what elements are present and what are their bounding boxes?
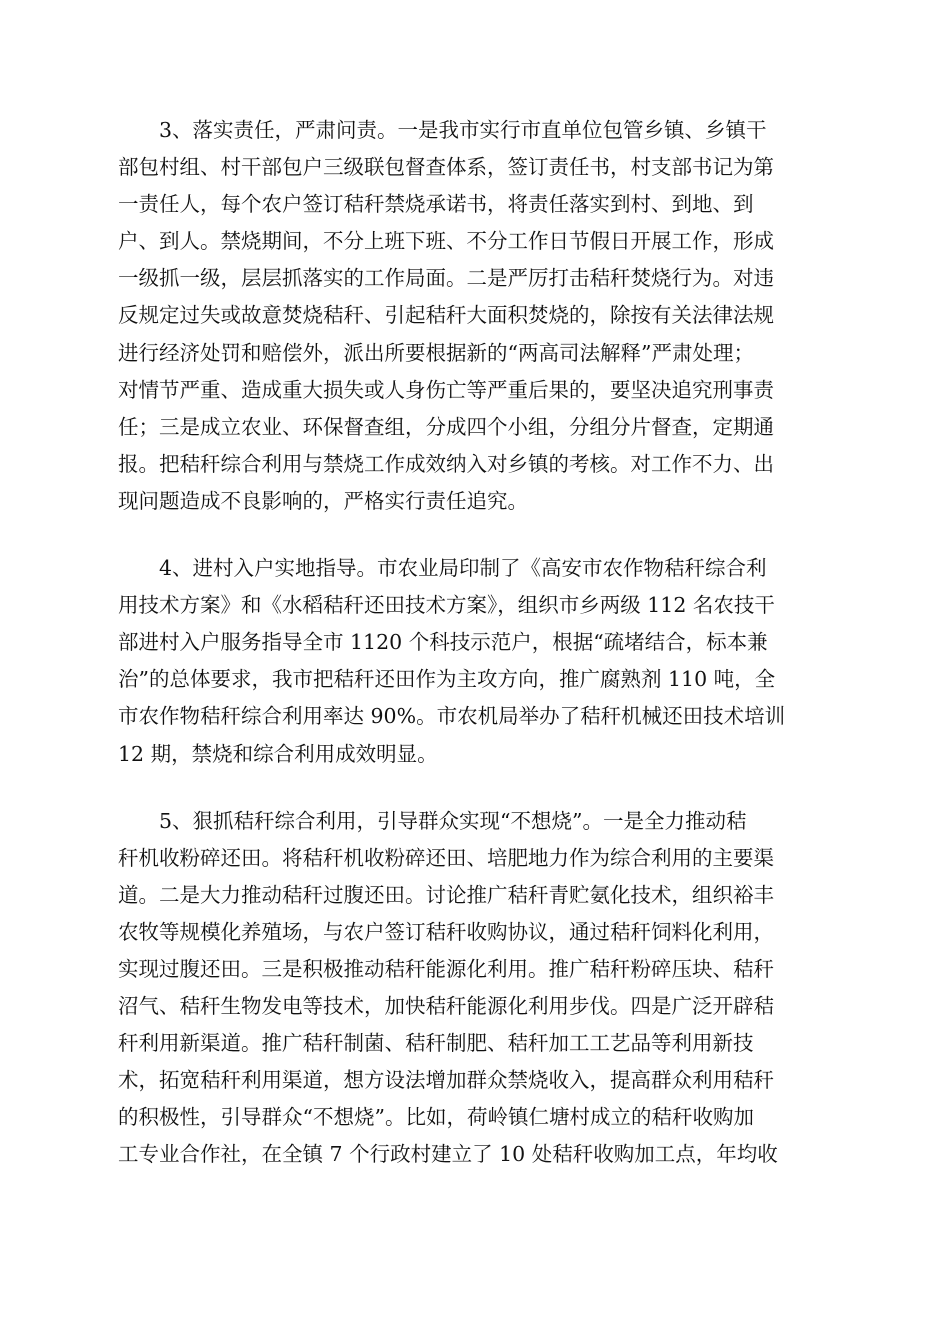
text-line: 实现过腹还田。三是积极推动秸秆能源化利用。推广秸秆粉碎压块、秸秆 [118, 956, 774, 981]
text-line: 12 期，禁烧和综合利用成效明显。 [118, 741, 438, 766]
text-line: 5、狠抓秸秆综合利用，引导群众实现“不想烧”。一是全力推动秸 [159, 808, 747, 833]
text-line: 市农作物秸秆综合利用率达 90%。市农机局举办了秸秆机械还田技术培训 [118, 704, 786, 729]
text-line: 3、落实责任，严肃问责。一是我市实行市直单位包管乡镇、乡镇干 [159, 118, 767, 142]
text-line: 一级抓一级，层层抓落实的工作局面。二是严厉打击秸秆焚烧行为。对违 [118, 266, 774, 291]
text-line: 一责任人，每个农户签订秸秆禁烧承诺书，将责任落实到村、到地、到 [118, 192, 754, 217]
text-line: 术，拓宽秸秆利用渠道，想方设法增加群众禁烧收入，提高群众利用秸秆 [118, 1068, 774, 1093]
text-line: 部包村组、村干部包户三级联包督查体系，签订责任书，村支部书记为第 [118, 155, 774, 180]
text-line: 道。二是大力推动秸秆过腹还田。讨论推广秸秆青贮氨化技术，组织裕丰 [118, 882, 774, 907]
text-line: 沼气、秸秆生物发电等技术，加快秸秆能源化利用步伐。四是广泛开辟秸 [118, 994, 774, 1019]
text-line: 秆机收粉碎还田。将秸秆机收粉碎还田、培肥地力作为综合利用的主要渠 [118, 845, 774, 870]
text-line: 进行经济处罚和赔偿外，派出所要根据新的“两高司法解释”严肃处理； [118, 340, 754, 365]
text-line: 农牧等规模化养殖场，与农户签订秸秆收购协议，通过秸秆饲料化利用， [118, 919, 774, 944]
text-line: 用技术方案》和《水稻秸秆还田技术方案》，组织市乡两级 112 名农技干 [118, 593, 775, 618]
text-line: 工专业合作社，在全镇 7 个行政村建立了 10 处秸秆收购加工点，年均收 [118, 1142, 778, 1167]
text-line: 报。把秸秆综合利用与禁烧工作成效纳入对乡镇的考核。对工作不力、出 [118, 451, 774, 476]
text-line: 的积极性，引导群众“不想烧”。比如，荷岭镇仁塘村成立的秸秆收购加 [118, 1105, 754, 1130]
text-line: 4、进村入户实地指导。市农业局印制了《高安市农作物秸秆综合利 [159, 556, 767, 581]
text-line: 反规定过失或故意焚烧秸秆、引起秸秆大面积焚烧的，除按有关法律法规 [118, 303, 774, 328]
paragraph-field-guidance [118, 550, 834, 773]
document-body [118, 112, 834, 1204]
text-line: 现问题造成不良影响的，严格实行责任追究。 [118, 488, 528, 513]
paragraph-straw-utilization [118, 803, 834, 1174]
text-line: 任；三是成立农业、环保督查组，分成四个小组，分组分片督查，定期通 [118, 414, 774, 439]
text-line: 秆利用新渠道。推广秸秆制菌、秸秆制肥、秸秆加工工艺品等利用新技 [118, 1031, 754, 1056]
text-line: 部进村入户服务指导全市 1120 个科技示范户，根据“疏堵结合，标本兼 [118, 630, 768, 655]
text-line: 治”的总体要求，我市把秸秆还田作为主攻方向，推广腐熟剂 110 吨，全 [118, 667, 776, 692]
text-line: 对情节严重、造成重大损失或人身伤亡等严重后果的，要坚决追究刑事责 [118, 377, 774, 402]
paragraph-responsibility [118, 112, 834, 520]
text-line: 户、到人。禁烧期间，不分上班下班、不分工作日节假日开展工作，形成 [118, 229, 774, 254]
